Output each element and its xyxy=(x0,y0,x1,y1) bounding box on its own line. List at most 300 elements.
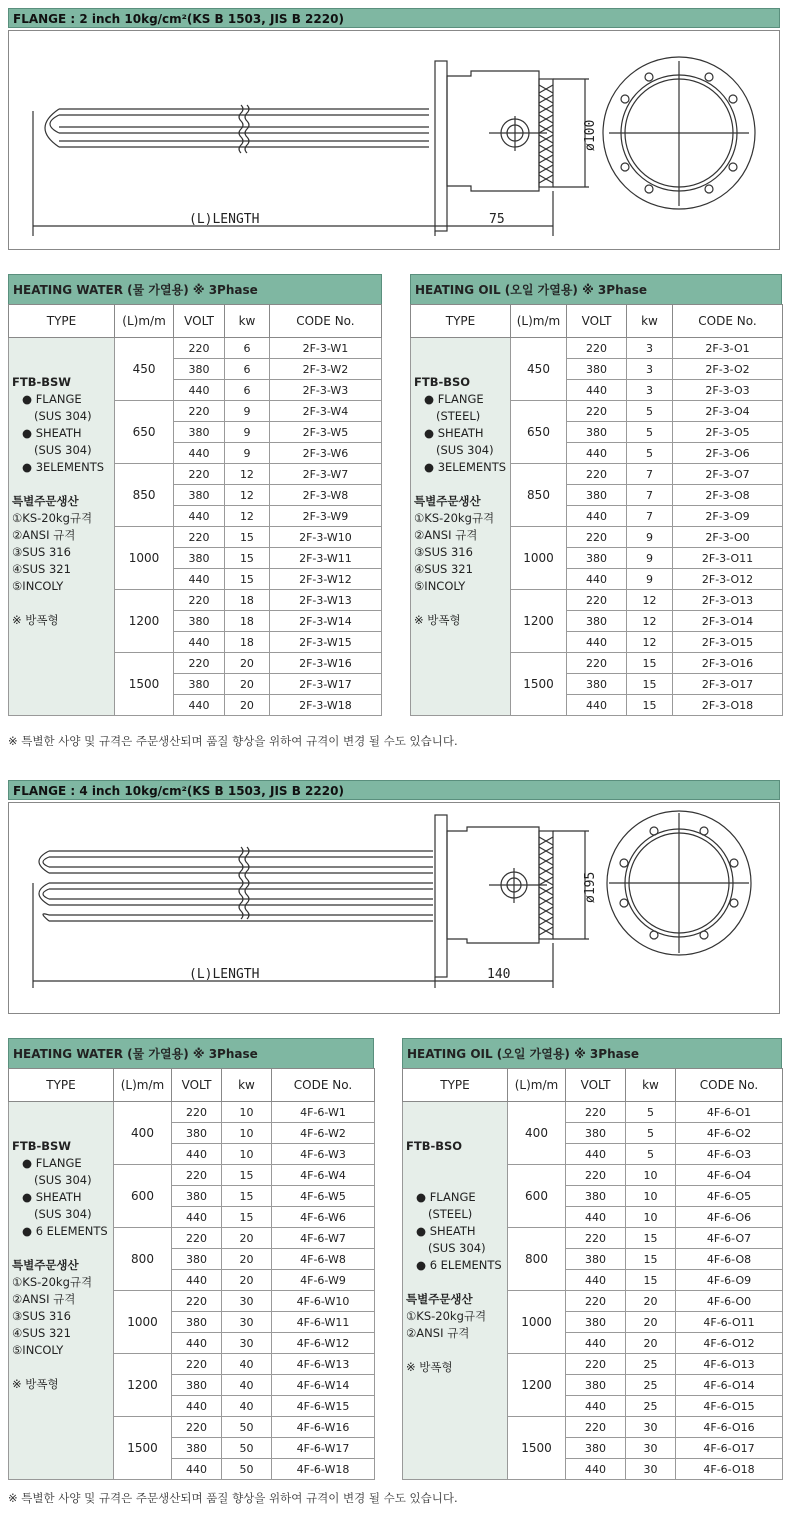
code-cell: 2F-3-O1 xyxy=(673,338,783,359)
type-line: ● 6 ELEMENTS xyxy=(416,1258,502,1272)
code-cell: 2F-3-W2 xyxy=(269,359,381,380)
code-cell: 4F-6-O17 xyxy=(676,1438,783,1459)
code-cell: 2F-3-O7 xyxy=(673,464,783,485)
kw-cell: 40 xyxy=(222,1396,272,1417)
header-volt: VOLT xyxy=(567,305,627,338)
kw-cell: 18 xyxy=(225,590,270,611)
code-cell: 2F-3-O17 xyxy=(673,674,783,695)
type-cell xyxy=(403,1102,508,1480)
type-line: ● SHEATH xyxy=(424,426,484,440)
kw-cell: 6 xyxy=(225,338,270,359)
type-line: (SUS 304) xyxy=(34,1173,92,1187)
header-kw: kw xyxy=(222,1069,272,1102)
volt-cell: 440 xyxy=(172,1396,222,1417)
kw-cell: 25 xyxy=(626,1396,676,1417)
code-cell: 4F-6-W3 xyxy=(272,1144,375,1165)
code-cell: 4F-6-W5 xyxy=(272,1186,375,1207)
type-line xyxy=(414,595,508,612)
section1-title: FLANGE : 2 inch 10kg/cm²(KS B 1503, JIS B 2220) xyxy=(8,8,780,28)
volt-cell: 380 xyxy=(174,548,225,569)
type-line: FTB-BSW xyxy=(12,375,71,389)
type-line: 특별주문생산 xyxy=(12,1258,79,1272)
volt-cell: 380 xyxy=(566,1438,626,1459)
volt-cell: 220 xyxy=(567,590,627,611)
length-cell: 850 xyxy=(114,464,173,527)
code-cell: 4F-6-W11 xyxy=(272,1312,375,1333)
code-cell: 4F-6-O13 xyxy=(676,1354,783,1375)
header-code: CODE No. xyxy=(673,305,783,338)
volt-cell: 220 xyxy=(174,653,225,674)
length-cell: 1200 xyxy=(511,590,567,653)
volt-cell: 440 xyxy=(174,632,225,653)
table-title: HEATING OIL (오일 가열용) ※ 3Phase xyxy=(410,274,782,304)
type-cell xyxy=(411,338,511,716)
type-line: ⑤INCOLY xyxy=(12,1343,64,1357)
table-title: HEATING WATER (물 가열용) ※ 3Phase xyxy=(8,1038,374,1068)
volt-cell: 220 xyxy=(567,527,627,548)
code-cell: 4F-6-W2 xyxy=(272,1123,375,1144)
volt-cell: 220 xyxy=(566,1291,626,1312)
type-line: ※ 방폭형 xyxy=(12,613,59,627)
length-cell: 600 xyxy=(508,1165,566,1228)
volt-cell: 440 xyxy=(172,1270,222,1291)
type-line: ④SUS 321 xyxy=(12,1326,71,1340)
kw-cell: 20 xyxy=(222,1228,272,1249)
length-cell: 1000 xyxy=(511,527,567,590)
code-cell: 2F-3-O13 xyxy=(673,590,783,611)
kw-cell: 15 xyxy=(627,653,673,674)
volt-cell: 440 xyxy=(172,1459,222,1480)
volt-cell: 380 xyxy=(174,359,225,380)
code-cell: 2F-3-W10 xyxy=(269,527,381,548)
code-cell: 4F-6-W15 xyxy=(272,1396,375,1417)
kw-cell: 15 xyxy=(627,674,673,695)
volt-cell: 220 xyxy=(174,590,225,611)
volt-cell: 380 xyxy=(567,548,627,569)
volt-cell: 440 xyxy=(567,632,627,653)
header-len: (L)m/m xyxy=(511,305,567,338)
kw-cell: 15 xyxy=(222,1207,272,1228)
code-cell: 2F-3-O16 xyxy=(673,653,783,674)
volt-cell: 220 xyxy=(566,1228,626,1249)
code-cell: 2F-3-W3 xyxy=(269,380,381,401)
spec-table xyxy=(410,304,783,716)
volt-cell: 440 xyxy=(174,695,225,716)
type-line: ● FLANGE xyxy=(416,1190,476,1204)
volt-cell: 440 xyxy=(566,1270,626,1291)
type-line xyxy=(12,1359,111,1376)
section1-drawing xyxy=(8,30,780,250)
type-line: (SUS 304) xyxy=(428,1241,486,1255)
length-cell: 400 xyxy=(114,1102,172,1165)
header-len: (L)m/m xyxy=(508,1069,566,1102)
type-line: ※ 방폭형 xyxy=(406,1360,453,1374)
type-line xyxy=(414,476,508,493)
kw-cell: 5 xyxy=(626,1123,676,1144)
type-line: FTB-BSO xyxy=(406,1139,463,1153)
code-cell: 4F-6-W14 xyxy=(272,1375,375,1396)
kw-cell: 30 xyxy=(222,1291,272,1312)
volt-cell: 380 xyxy=(172,1375,222,1396)
code-cell: 4F-6-O2 xyxy=(676,1123,783,1144)
code-cell: 4F-6-W6 xyxy=(272,1207,375,1228)
code-cell: 2F-3-O5 xyxy=(673,422,783,443)
code-cell: 2F-3-W13 xyxy=(269,590,381,611)
type-line: ● FLANGE xyxy=(424,392,484,406)
note-text-1: ※ 특별한 사양 및 규격은 주문생산되며 품질 향상을 위하여 규격이 변경 될 수도 있습니다. xyxy=(8,734,458,748)
kw-cell: 15 xyxy=(222,1186,272,1207)
volt-cell: 380 xyxy=(566,1312,626,1333)
kw-cell: 15 xyxy=(222,1165,272,1186)
kw-cell: 40 xyxy=(222,1375,272,1396)
kw-cell: 10 xyxy=(222,1123,272,1144)
kw-cell: 15 xyxy=(626,1270,676,1291)
type-line: (SUS 304) xyxy=(436,443,494,457)
volt-cell: 220 xyxy=(566,1102,626,1123)
kw-cell: 9 xyxy=(225,401,270,422)
type-line: ● SHEATH xyxy=(22,1190,82,1204)
kw-cell: 30 xyxy=(222,1312,272,1333)
volt-cell: 440 xyxy=(567,506,627,527)
code-cell: 4F-6-W9 xyxy=(272,1270,375,1291)
kw-cell: 10 xyxy=(626,1165,676,1186)
type-line: 특별주문생산 xyxy=(414,494,481,508)
kw-cell: 25 xyxy=(626,1354,676,1375)
header-row xyxy=(9,305,382,338)
kw-cell: 20 xyxy=(626,1291,676,1312)
note-text-2: ※ 특별한 사양 및 규격은 주문생산되며 품질 향상을 위하여 규격이 변경 될 수도 있습니다. xyxy=(8,1491,458,1505)
code-cell: 4F-6-O14 xyxy=(676,1375,783,1396)
kw-cell: 3 xyxy=(627,380,673,401)
header-kw: kw xyxy=(225,305,270,338)
type-line: ⑤INCOLY xyxy=(12,579,64,593)
code-cell: 4F-6-W18 xyxy=(272,1459,375,1480)
code-cell: 2F-3-W7 xyxy=(269,464,381,485)
code-cell: 2F-3-W18 xyxy=(269,695,381,716)
type-line: ②ANSI 규격 xyxy=(406,1326,470,1340)
length-cell: 1500 xyxy=(114,1417,172,1480)
type-line: ①KS-20kg규격 xyxy=(12,1275,93,1289)
volt-cell: 220 xyxy=(174,527,225,548)
length-cell: 450 xyxy=(511,338,567,401)
code-cell: 2F-3-W14 xyxy=(269,611,381,632)
dim-offset-label: 75 xyxy=(489,212,505,227)
heater-drawing-4inch xyxy=(9,803,779,1013)
volt-cell: 380 xyxy=(174,611,225,632)
kw-cell: 15 xyxy=(225,548,270,569)
type-line xyxy=(406,1274,505,1291)
dim-dia-label: ø100 xyxy=(583,119,598,151)
type-line: ①KS-20kg규격 xyxy=(12,511,93,525)
header-type: TYPE xyxy=(9,1069,114,1102)
code-cell: 2F-3-W1 xyxy=(269,338,381,359)
header-code: CODE No. xyxy=(272,1069,375,1102)
code-cell: 2F-3-O8 xyxy=(673,485,783,506)
kw-cell: 20 xyxy=(626,1333,676,1354)
header-len: (L)m/m xyxy=(114,305,173,338)
kw-cell: 20 xyxy=(222,1270,272,1291)
kw-cell: 10 xyxy=(626,1186,676,1207)
kw-cell: 5 xyxy=(626,1144,676,1165)
length-cell: 800 xyxy=(114,1228,172,1291)
kw-cell: 5 xyxy=(627,443,673,464)
kw-cell: 18 xyxy=(225,632,270,653)
volt-cell: 220 xyxy=(567,401,627,422)
code-cell: 4F-6-O8 xyxy=(676,1249,783,1270)
kw-cell: 5 xyxy=(626,1102,676,1123)
volt-cell: 220 xyxy=(172,1291,222,1312)
code-cell: 4F-6-O9 xyxy=(676,1270,783,1291)
length-cell: 1200 xyxy=(508,1354,566,1417)
type-line: (SUS 304) xyxy=(34,409,92,423)
type-line: ● SHEATH xyxy=(416,1224,476,1238)
length-cell: 400 xyxy=(508,1102,566,1165)
volt-cell: 220 xyxy=(172,1228,222,1249)
volt-cell: 220 xyxy=(567,338,627,359)
volt-cell: 380 xyxy=(172,1186,222,1207)
volt-cell: 440 xyxy=(567,695,627,716)
kw-cell: 20 xyxy=(626,1312,676,1333)
kw-cell: 20 xyxy=(225,653,270,674)
length-cell: 650 xyxy=(114,401,173,464)
length-cell: 850 xyxy=(511,464,567,527)
kw-cell: 12 xyxy=(225,464,270,485)
type-line: ※ 방폭형 xyxy=(12,1377,59,1391)
volt-cell: 440 xyxy=(567,569,627,590)
type-line: ● 3ELEMENTS xyxy=(22,460,105,474)
code-cell: 2F-3-W11 xyxy=(269,548,381,569)
length-cell: 1500 xyxy=(511,653,567,716)
kw-cell: 12 xyxy=(225,506,270,527)
volt-cell: 440 xyxy=(172,1144,222,1165)
header-volt: VOLT xyxy=(172,1069,222,1102)
volt-cell: 380 xyxy=(567,674,627,695)
code-cell: 4F-6-O5 xyxy=(676,1186,783,1207)
type-line: ③SUS 316 xyxy=(414,545,473,559)
type-line: ※ 방폭형 xyxy=(414,613,461,627)
table-row xyxy=(411,338,783,359)
header-type: TYPE xyxy=(403,1069,508,1102)
header-len: (L)m/m xyxy=(114,1069,172,1102)
volt-cell: 220 xyxy=(174,464,225,485)
kw-cell: 12 xyxy=(225,485,270,506)
type-line: ①KS-20kg규격 xyxy=(414,511,495,525)
kw-cell: 15 xyxy=(626,1228,676,1249)
volt-cell: 380 xyxy=(566,1375,626,1396)
code-cell: 2F-3-O18 xyxy=(673,695,783,716)
volt-cell: 380 xyxy=(567,611,627,632)
kw-cell: 18 xyxy=(225,611,270,632)
code-cell: 4F-6-W7 xyxy=(272,1228,375,1249)
kw-cell: 20 xyxy=(225,695,270,716)
type-line: ①KS-20kg규격 xyxy=(406,1309,487,1323)
kw-cell: 10 xyxy=(222,1144,272,1165)
volt-cell: 380 xyxy=(174,674,225,695)
dim-offset-label: 140 xyxy=(487,967,511,982)
code-cell: 2F-3-W16 xyxy=(269,653,381,674)
kw-cell: 12 xyxy=(627,590,673,611)
volt-cell: 440 xyxy=(566,1396,626,1417)
kw-cell: 50 xyxy=(222,1459,272,1480)
length-cell: 1000 xyxy=(114,527,173,590)
length-cell: 1200 xyxy=(114,1354,172,1417)
dim-length-label: (L)LENGTH xyxy=(189,212,260,227)
volt-cell: 220 xyxy=(566,1354,626,1375)
code-cell: 4F-6-O11 xyxy=(676,1312,783,1333)
header-code: CODE No. xyxy=(269,305,381,338)
code-cell: 2F-3-O12 xyxy=(673,569,783,590)
code-cell: 4F-6-W4 xyxy=(272,1165,375,1186)
kw-cell: 6 xyxy=(225,380,270,401)
table-title: HEATING OIL (오일 가열용) ※ 3Phase xyxy=(402,1038,782,1068)
kw-cell: 9 xyxy=(627,527,673,548)
code-cell: 4F-6-O18 xyxy=(676,1459,783,1480)
volt-cell: 440 xyxy=(174,380,225,401)
volt-cell: 220 xyxy=(174,401,225,422)
kw-cell: 7 xyxy=(627,464,673,485)
volt-cell: 380 xyxy=(172,1123,222,1144)
code-cell: 2F-3-O3 xyxy=(673,380,783,401)
dim-dia-label: ø195 xyxy=(583,871,598,903)
kw-cell: 30 xyxy=(626,1438,676,1459)
kw-cell: 50 xyxy=(222,1417,272,1438)
type-line xyxy=(406,1342,505,1359)
type-line: ● FLANGE xyxy=(22,392,82,406)
type-line xyxy=(12,476,112,493)
volt-cell: 440 xyxy=(566,1207,626,1228)
kw-cell: 15 xyxy=(627,695,673,716)
type-line xyxy=(406,1172,505,1189)
heater-drawing-2inch xyxy=(9,31,779,249)
volt-cell: 380 xyxy=(566,1249,626,1270)
kw-cell: 3 xyxy=(627,359,673,380)
type-cell xyxy=(9,338,115,716)
kw-cell: 7 xyxy=(627,485,673,506)
type-line: ②ANSI 규격 xyxy=(414,528,478,542)
volt-cell: 440 xyxy=(174,569,225,590)
type-line: (SUS 304) xyxy=(34,1207,92,1221)
kw-cell: 12 xyxy=(627,632,673,653)
code-cell: 4F-6-O4 xyxy=(676,1165,783,1186)
volt-cell: 380 xyxy=(172,1249,222,1270)
type-line: ②ANSI 규격 xyxy=(12,1292,76,1306)
code-cell: 2F-3-O4 xyxy=(673,401,783,422)
kw-cell: 30 xyxy=(222,1333,272,1354)
kw-cell: 9 xyxy=(225,422,270,443)
code-cell: 2F-3-O11 xyxy=(673,548,783,569)
type-line: FTB-BSW xyxy=(12,1139,71,1153)
header-type: TYPE xyxy=(411,305,511,338)
type-line: (STEEL) xyxy=(428,1207,473,1221)
kw-cell: 10 xyxy=(626,1207,676,1228)
type-line: 특별주문생산 xyxy=(406,1292,473,1306)
kw-cell: 20 xyxy=(222,1249,272,1270)
code-cell: 2F-3-W8 xyxy=(269,485,381,506)
code-cell: 4F-6-O12 xyxy=(676,1333,783,1354)
kw-cell: 9 xyxy=(627,569,673,590)
code-cell: 4F-6-W17 xyxy=(272,1438,375,1459)
type-line: ⑤INCOLY xyxy=(414,579,466,593)
kw-cell: 9 xyxy=(225,443,270,464)
spec-table xyxy=(8,304,382,716)
kw-cell: 5 xyxy=(627,401,673,422)
code-cell: 2F-3-W4 xyxy=(269,401,381,422)
table-heating-oil-2inch xyxy=(410,274,782,716)
code-cell: 2F-3-O6 xyxy=(673,443,783,464)
volt-cell: 380 xyxy=(174,485,225,506)
code-cell: 2F-3-O2 xyxy=(673,359,783,380)
code-cell: 4F-6-O0 xyxy=(676,1291,783,1312)
header-row xyxy=(411,305,783,338)
kw-cell: 10 xyxy=(222,1102,272,1123)
type-line: ● FLANGE xyxy=(22,1156,82,1170)
volt-cell: 220 xyxy=(566,1165,626,1186)
code-cell: 2F-3-O15 xyxy=(673,632,783,653)
volt-cell: 440 xyxy=(567,380,627,401)
length-cell: 1500 xyxy=(114,653,173,716)
type-cell xyxy=(9,1102,114,1480)
volt-cell: 440 xyxy=(566,1459,626,1480)
dim-length-label: (L)LENGTH xyxy=(189,967,260,982)
length-cell: 650 xyxy=(511,401,567,464)
code-cell: 2F-3-W9 xyxy=(269,506,381,527)
kw-cell: 6 xyxy=(225,359,270,380)
code-cell: 4F-6-O1 xyxy=(676,1102,783,1123)
header-type: TYPE xyxy=(9,305,115,338)
code-cell: 2F-3-W6 xyxy=(269,443,381,464)
header-kw: kw xyxy=(627,305,673,338)
volt-cell: 380 xyxy=(567,485,627,506)
volt-cell: 380 xyxy=(567,422,627,443)
volt-cell: 220 xyxy=(172,1417,222,1438)
code-cell: 2F-3-O14 xyxy=(673,611,783,632)
volt-cell: 220 xyxy=(172,1102,222,1123)
table-heating-oil-4inch xyxy=(402,1038,782,1480)
length-cell: 800 xyxy=(508,1228,566,1291)
code-cell: 2F-3-W15 xyxy=(269,632,381,653)
code-cell: 2F-3-O0 xyxy=(673,527,783,548)
volt-cell: 220 xyxy=(566,1417,626,1438)
type-line xyxy=(12,1240,111,1257)
kw-cell: 25 xyxy=(626,1375,676,1396)
kw-cell: 40 xyxy=(222,1354,272,1375)
type-line: FTB-BSO xyxy=(414,375,471,389)
kw-cell: 20 xyxy=(225,674,270,695)
volt-cell: 380 xyxy=(172,1438,222,1459)
kw-cell: 15 xyxy=(626,1249,676,1270)
kw-cell: 30 xyxy=(626,1417,676,1438)
table-title: HEATING WATER (물 가열용) ※ 3Phase xyxy=(8,274,382,304)
kw-cell: 5 xyxy=(627,422,673,443)
table-heating-water-4inch xyxy=(8,1038,374,1480)
volt-cell: 220 xyxy=(567,653,627,674)
code-cell: 4F-6-W10 xyxy=(272,1291,375,1312)
kw-cell: 30 xyxy=(626,1459,676,1480)
volt-cell: 440 xyxy=(567,443,627,464)
type-line: ● 6 ELEMENTS xyxy=(22,1224,108,1238)
type-line: (STEEL) xyxy=(436,409,481,423)
type-line: ②ANSI 규격 xyxy=(12,528,76,542)
header-volt: VOLT xyxy=(566,1069,626,1102)
type-line: ● SHEATH xyxy=(22,426,82,440)
table-row xyxy=(403,1102,783,1123)
volt-cell: 440 xyxy=(172,1207,222,1228)
kw-cell: 15 xyxy=(225,569,270,590)
length-cell: 450 xyxy=(114,338,173,401)
table-heating-water-2inch xyxy=(8,274,382,716)
volt-cell: 220 xyxy=(172,1165,222,1186)
volt-cell: 440 xyxy=(174,506,225,527)
